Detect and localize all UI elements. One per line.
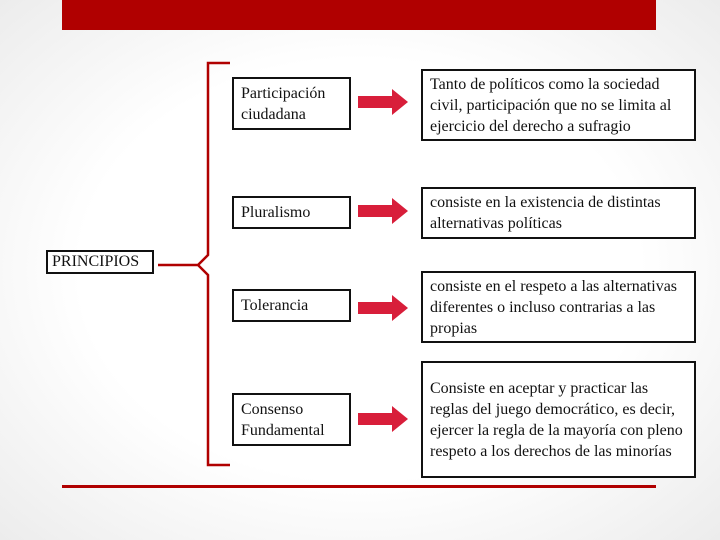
principle-description: consiste en el respeto a las alternativas diferentes o incluso contrarias a las propias (430, 277, 678, 337)
principle-box-pluralismo (232, 196, 351, 229)
principle-label: Consenso Fundamental (241, 400, 325, 439)
bottom-accent-line (62, 485, 656, 488)
arrow-icon (358, 406, 408, 432)
principle-box-consenso (232, 393, 351, 446)
description-box-pluralismo (421, 187, 696, 239)
principle-description: Consiste en aceptar y practicar las reglas del juego democrático, es decir, ejercer la regla de la mayoría con pleno respeto a los derechos de las minorías (430, 379, 683, 460)
principle-description: consiste en la existencia de distintas alternativas políticas (430, 194, 661, 232)
top-accent-bar (62, 0, 656, 30)
arrow-icon (358, 89, 408, 115)
principios-root-box (46, 250, 154, 274)
principios-root-label: PRINCIPIOS (52, 253, 140, 270)
grouping-bracket (150, 55, 240, 475)
arrow-icon (358, 295, 408, 321)
description-box-participacion (421, 69, 696, 141)
principle-label: Pluralismo (241, 204, 311, 221)
arrow-icon (358, 198, 408, 224)
principle-label: Tolerancia (241, 297, 309, 314)
description-box-consenso (421, 361, 696, 478)
principle-box-participacion (232, 77, 351, 130)
principle-label: Participación ciudadana (241, 84, 326, 123)
principle-description: Tanto de políticos como la sociedad civil, participación que no se limita al ejercicio del derecho a sufragio (430, 75, 672, 135)
principle-box-tolerancia (232, 289, 351, 322)
description-box-tolerancia (421, 271, 696, 343)
